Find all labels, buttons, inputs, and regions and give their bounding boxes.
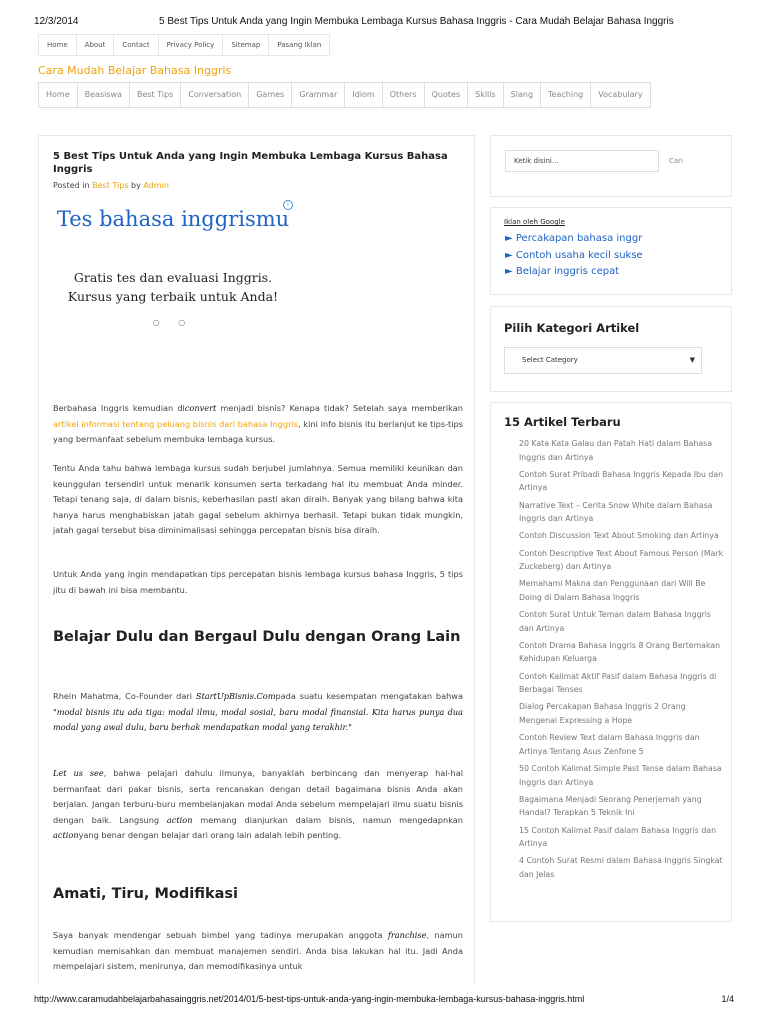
heading-section-1: Belajar Dulu dan Bergaul Dulu dengan Orang Lain: [53, 629, 461, 645]
catnav-games[interactable]: Games: [248, 83, 291, 107]
article-card: [38, 135, 475, 985]
text-span: , namun kemudian memisahkan dan membuat manajemen sendiri. Anda bisa lakukan hal itu. Jadi Anda mempelajari sistem, menirunya, dan memodifikasinya untuk: [53, 930, 463, 971]
post-meta: [53, 181, 169, 190]
catnav-quotes[interactable]: Quotes: [424, 83, 468, 107]
category-select-value: Select Category: [522, 356, 578, 364]
paragraph-4: [53, 689, 463, 736]
catnav-slang[interactable]: Slang: [503, 83, 540, 107]
catnav-conversation[interactable]: Conversation: [180, 83, 248, 107]
catnav-others[interactable]: Others: [382, 83, 424, 107]
ad-choices-icon[interactable]: i: [283, 200, 293, 210]
topnav-home[interactable]: Home: [38, 35, 76, 55]
category-widget-title: Pilih Kategori Artikel: [504, 321, 640, 335]
category-widget: [490, 306, 732, 392]
post-title[interactable]: 5 Best Tips Untuk Anda yang Ingin Membuka Lembaga Kursus Bahasa Inggris: [53, 151, 448, 175]
recent-article-link[interactable]: 15 Contoh Kalimat Pasif dalam Bahasa Inggris dan Artinya: [519, 825, 717, 849]
text-span: , bahwa pelajari dahulu ilmunya, banyaklah berbincang dan menyerap hal-hal bermanfaat dari pakar bisnis, serta rencanakan dengan detail bagaimana bisnis Anda akan berjalan. Jangan terburu-buru membelanjakan modal Anda sebelum mempelajari ilmu suatu bisnis dengan baik. Langsung: [53, 768, 463, 825]
ad-link-2[interactable]: ► Contoh usaha kecil sukse: [505, 250, 643, 261]
topnav-sitemap[interactable]: Sitemap: [222, 35, 268, 55]
italic-span: action: [166, 814, 193, 825]
search-input[interactable]: Ketik disini...: [505, 150, 659, 172]
paragraph-6: [53, 928, 463, 975]
italic-span: convert: [184, 403, 217, 413]
recent-article-link[interactable]: 50 Contoh Kalimat Simple Past Tense dalam Bahasa Inggris dan Artinya: [519, 764, 722, 787]
print-document-title: 5 Best Tips Untuk Anda yang Ingin Membuka Lembaga Kursus Bahasa Inggris - Cara Mudah Belajar Bahasa Inggris: [159, 16, 674, 27]
catnav-best-tips[interactable]: Best Tips: [129, 83, 180, 107]
topnav-contact[interactable]: Contact: [113, 35, 157, 55]
ad-banner[interactable]: [53, 198, 293, 328]
catnav-beasiswa[interactable]: Beasiswa: [77, 83, 129, 107]
site-title[interactable]: Cara Mudah Belajar Bahasa Inggris: [38, 64, 232, 77]
recent-article-link[interactable]: Narrative Text – Cerita Snow White dalam Bahasa Inggris dan Artinya: [519, 500, 713, 524]
ad-body: Gratis tes dan evaluasi Inggris. Kursus yang terbaik untuk Anda!: [67, 270, 279, 304]
recent-article-link[interactable]: Memahami Makna dan Penggunaan dari Will Be Doing di Dalam Bahasa Inggris: [519, 579, 706, 602]
dropdown-arrow-icon: ▼: [689, 356, 695, 364]
heading-section-2: Amati, Tiru, Modifikasi: [53, 886, 238, 902]
text-span: Berbahasa Inggris kemudian di: [53, 403, 185, 413]
catnav-skills[interactable]: Skills: [467, 83, 503, 107]
top-navigation: [38, 34, 330, 56]
italic-span: StartUpBisnis.Com: [195, 691, 276, 701]
recent-article-link[interactable]: Contoh Kalimat Aktif Pasif dalam Bahasa Inggris di Berbagai Tenses: [519, 671, 717, 695]
recent-article-link[interactable]: Contoh Surat Pribadi Bahasa Inggris Kepada Ibu dan Artinya: [519, 469, 724, 493]
ad-link-1[interactable]: ► Percakapan bahasa inggr: [505, 233, 643, 244]
recent-article-link[interactable]: Contoh Descriptive Text About Famous Person (Mark Zuckeberg) dan Artinya: [519, 548, 724, 572]
recent-articles-widget: [490, 402, 732, 922]
meta-posted-label: Posted in: [53, 181, 93, 190]
article-link[interactable]: artikel informasi tentang peluang bisnis dari bahasa Inggris: [53, 418, 299, 429]
recent-article-link[interactable]: 4 Contoh Surat Resmi dalam Bahasa Inggris Singkat dan Jelas: [519, 856, 723, 879]
text-span: Rhein Mahatma, Co-Founder dari: [53, 691, 196, 701]
text-span: , kini info bisnis itu berlanjut ke tips-tips yang bermanfaat sebelum membuka lembaga kursus.: [53, 418, 463, 444]
topnav-about[interactable]: About: [76, 35, 114, 55]
text-span: pada suatu kesempatan mengatakan bahwa: [275, 691, 463, 701]
catnav-teaching[interactable]: Teaching: [540, 83, 590, 107]
print-page-number: 1/4: [721, 994, 734, 1004]
paragraph-5: [53, 766, 463, 844]
meta-author-link[interactable]: Admin: [143, 181, 169, 190]
quote-span: "modal bisnis itu ada tiga: modal ilmu, modal sosial, baru modal finansial. Kita harus punya dua modal yang awal dulu, baru berhak mendapatkan modal yang terakhir.": [53, 706, 463, 732]
catnav-home[interactable]: Home: [38, 83, 77, 107]
recent-articles-list: [519, 437, 724, 885]
text-span: Saya banyak mendengar sebuah bimbel yang tadinya merupakan anggota: [53, 930, 388, 940]
catnav-grammar[interactable]: Grammar: [291, 83, 344, 107]
category-select[interactable]: [504, 347, 702, 374]
paragraph-3: Untuk Anda yang ingin mendapatkan tips percepatan bisnis lembaga kursus bahasa Inggris, 5 tips jitu di bawah ini bisa membantu.: [53, 569, 463, 595]
print-date: 12/3/2014: [34, 16, 79, 27]
italic-span: action: [53, 830, 79, 840]
search-button[interactable]: Cari: [669, 157, 683, 165]
category-navigation: [38, 82, 651, 108]
recent-article-link[interactable]: Dialog Percakapan Bahasa Inggris 2 Orang Mengenai Expressing a Hope: [519, 702, 686, 726]
text-span: yang benar dengan belajar dari orang lain adalah lebih penting.: [78, 830, 342, 840]
recent-article-link[interactable]: Contoh Discussion Text About Smoking dan Artinya: [519, 531, 719, 541]
catnav-vocabulary[interactable]: Vocabulary: [590, 83, 650, 107]
ads-by-google-label[interactable]: Iklan oleh Google: [504, 218, 565, 226]
topnav-pasang-iklan[interactable]: Pasang Iklan: [268, 35, 330, 55]
recent-article-link[interactable]: Bagaimana Menjadi Seorang Penerjemah yang Handal? Terapkan 5 Teknik Ini: [519, 794, 702, 818]
ad-heading[interactable]: Tes bahasa inggrismu: [56, 207, 290, 231]
recent-article-link[interactable]: Contoh Drama Bahasa Inggris 8 Orang Bertemakan Kehidupan Keluarga: [519, 640, 721, 664]
topnav-privacy-policy[interactable]: Privacy Policy: [158, 35, 223, 55]
meta-category-link[interactable]: Best Tips: [92, 181, 129, 190]
italic-span: Let us see: [53, 768, 104, 778]
print-url: http://www.caramudahbelajarbahasainggris.net/2014/01/5-best-tips-untuk-anda-yang-ingin-membuka-lembaga-kursus-bahasa-inggris.html: [34, 994, 585, 1004]
text-span: memang dianjurkan dalam bisnis, namun mengedapnkan: [192, 814, 463, 825]
recent-article-link[interactable]: 20 Kata Kata Galau dan Patah Hati dalam Bahasa Inggris dan Artinya: [519, 439, 713, 462]
recent-widget-title: 15 Artikel Terbaru: [504, 415, 621, 429]
recent-article-link[interactable]: Contoh Surat Untuk Teman dalam Bahasa Inggris dan Artinya: [519, 610, 711, 633]
recent-article-link[interactable]: Contoh Review Text dalam Bahasa Inggris dan Artinya Tentang Asus Zenfone 5: [519, 733, 700, 756]
paragraph-1: [53, 401, 463, 448]
ad-pagination-dots[interactable]: ○ ○: [152, 318, 194, 327]
paragraph-2: Tentu Anda tahu bahwa lembaga kursus sudah berjubel jumlahnya. Semua memiliki keunikan dan keunggulan tersendiri untuk menarik konsumen serta terkadang hal itu membuat Anda minder. Tetapi tenang saja, di dalam bisnis, keberhasilan pasti akan diraih. Banyak yang bilang bahwa kita hanya harus menghabiskan jatah gagal sebelum akhirnya berhasil. Tetapi bukan tidak mungkin, jatah gagal tersebut bisa diminimalisasi sehingga percepatan bisnis bisa diraih.: [53, 463, 463, 535]
ads-widget: [490, 207, 732, 295]
meta-by-label: by: [128, 181, 144, 190]
ad-link-3[interactable]: ► Belajar inggris cepat: [505, 266, 620, 277]
search-widget: [490, 135, 732, 197]
text-span: menjadi bisnis? Kenapa tidak? Setelah saya memberikan: [216, 403, 463, 413]
italic-span: franchise: [387, 930, 427, 940]
catnav-idiom[interactable]: Idiom: [344, 83, 381, 107]
